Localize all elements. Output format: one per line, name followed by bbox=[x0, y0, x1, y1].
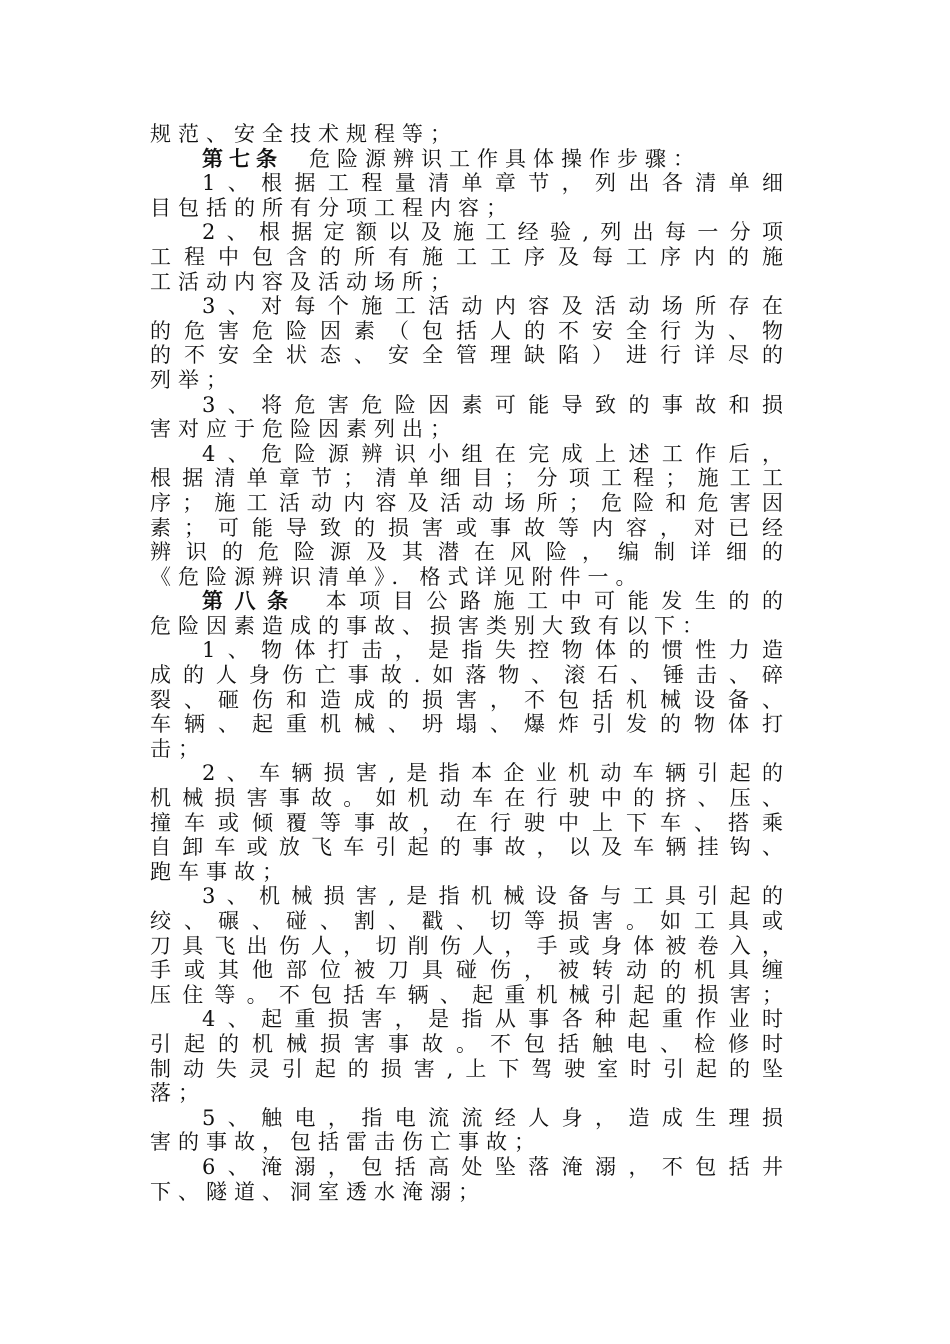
line-text: 规范、安全技术规程等； bbox=[150, 122, 458, 146]
line-text: 绞、碾、碰、割、戳、切等损害。如工具或 bbox=[150, 909, 790, 933]
line-text: 自卸车或放飞车引起的事故，以及车辆挂钩、 bbox=[150, 835, 790, 860]
text-line bbox=[150, 270, 790, 295]
text-line bbox=[150, 1130, 790, 1155]
line-text: 压住等。不包括车辆、起重机械引起的损害； bbox=[150, 982, 790, 1007]
line-text: 的危害危险因素（包括人的不安全行为、物 bbox=[150, 318, 790, 343]
text-line bbox=[150, 466, 790, 491]
line-text: 刀具飞出伤人，切削伤人，手或身体被卷入， bbox=[150, 933, 790, 958]
line-text: 的不安全状态、安全管理缺陷）进行详尽的 bbox=[150, 343, 790, 368]
text-line bbox=[150, 1032, 790, 1057]
text-line bbox=[150, 319, 790, 344]
text-line bbox=[150, 516, 790, 541]
text-line bbox=[150, 1155, 790, 1180]
article-heading-line bbox=[150, 147, 790, 172]
line-text: 引起的机械损害事故。不包括触电、检修时 bbox=[150, 1031, 790, 1056]
line-text: 危险因素造成的事故、损害类别大致有以下： bbox=[150, 613, 710, 638]
text-line bbox=[150, 343, 790, 368]
text-line bbox=[150, 393, 790, 418]
document-page bbox=[150, 122, 790, 1204]
line-text: 3、机械损害,是指机械设备与工具引起的 bbox=[202, 884, 790, 909]
line-text: 《危险源辨识清单》．格式详见附件一。 bbox=[150, 564, 644, 589]
text-line bbox=[150, 1081, 790, 1106]
line-text: 2、车辆损害,是指本企业机动车辆引起的 bbox=[202, 761, 790, 786]
article-number: 第八条 bbox=[202, 589, 300, 614]
line-text: 2、根据定额以及施工经验,列出每一分项 bbox=[202, 220, 790, 245]
text-line bbox=[150, 786, 790, 811]
text-line bbox=[150, 712, 790, 737]
line-text: 根据清单章节；清单细目；分项工程；施工工 bbox=[150, 466, 790, 491]
text-line bbox=[150, 934, 790, 959]
text-line bbox=[150, 1106, 790, 1131]
text-line bbox=[150, 884, 790, 909]
line-text: 5、触电，指电流流经人身，造成生理损 bbox=[202, 1105, 790, 1130]
line-text: 制动失灵引起的损害,上下驾驶室时引起的坠 bbox=[150, 1056, 790, 1081]
article-heading-line bbox=[150, 589, 790, 614]
text-line bbox=[150, 761, 790, 786]
text-line bbox=[150, 122, 790, 147]
text-line bbox=[150, 1007, 790, 1032]
text-line bbox=[150, 171, 790, 196]
article-number: 第七条 bbox=[202, 146, 283, 171]
line-text: 辨识的危险源及其潜在风险，编制详细的 bbox=[150, 540, 790, 565]
text-line bbox=[150, 540, 790, 565]
line-text: 6、淹溺，包括高处坠落淹溺，不包括井 bbox=[202, 1154, 790, 1179]
line-text: 3、对每个施工活动内容及活动场所存在 bbox=[202, 294, 790, 319]
text-line bbox=[150, 565, 790, 590]
line-text: 本项目公路施工中可能发生的的 bbox=[325, 589, 790, 614]
text-line bbox=[150, 417, 790, 442]
text-line bbox=[150, 958, 790, 983]
text-line bbox=[150, 737, 790, 762]
text-line bbox=[150, 983, 790, 1008]
text-line bbox=[150, 220, 790, 245]
line-text: 害对应于危险因素列出； bbox=[150, 417, 458, 442]
text-line bbox=[150, 442, 790, 467]
line-text: 落； bbox=[150, 1081, 206, 1106]
line-text: 目包括的所有分项工程内容； bbox=[150, 195, 514, 220]
text-line bbox=[150, 1057, 790, 1082]
line-text: 手或其他部位被刀具碰伤，被转动的机具缠 bbox=[150, 958, 790, 983]
line-text: 车辆、起重机械、坍塌、爆炸引发的物体打 bbox=[150, 712, 790, 737]
text-line bbox=[150, 614, 790, 639]
text-line bbox=[150, 688, 790, 713]
text-line bbox=[150, 638, 790, 663]
line-text: 4、起重损害，是指从事各种起重作业时 bbox=[202, 1007, 790, 1032]
line-text: 击； bbox=[150, 736, 206, 761]
text-line bbox=[150, 663, 790, 688]
text-line bbox=[150, 368, 790, 393]
line-text: 1、物体打击，是指失控物体的惯性力造 bbox=[202, 638, 790, 663]
text-line bbox=[150, 245, 790, 270]
line-text: 下、隧道、洞室透水淹溺； bbox=[150, 1179, 486, 1204]
text-line bbox=[150, 909, 790, 934]
line-text: 成的人身伤亡事故.如落物、滚石、锤击、碎 bbox=[150, 663, 790, 688]
line-text: 裂、砸伤和造成的损害，不包括机械设备、 bbox=[150, 687, 790, 712]
line-text: 害的事故，包括雷击伤亡事故； bbox=[150, 1130, 542, 1155]
text-line bbox=[150, 196, 790, 221]
line-text: 工程中包含的所有施工工序及每工序内的施 bbox=[150, 244, 790, 269]
line-text: 素；可能导致的损害或事故等内容，对已经 bbox=[150, 515, 790, 540]
line-text: 工活动内容及活动场所； bbox=[150, 269, 458, 294]
line-text: 4、危险源辨识小组在完成上述工作后， bbox=[202, 441, 790, 466]
text-line bbox=[150, 835, 790, 860]
text-line bbox=[150, 811, 790, 836]
line-text: 机械损害事故。如机动车在行驶中的挤、压、 bbox=[150, 786, 790, 811]
line-text: 列举； bbox=[150, 367, 234, 392]
line-text: 序；施工活动内容及活动场所；危险和危害因 bbox=[150, 490, 790, 515]
text-line bbox=[150, 860, 790, 885]
line-text: 1、根据工程量清单章节，列出各清单细 bbox=[202, 171, 790, 196]
line-text: 撞车或倾覆等事故，在行驶中上下车、搭乘 bbox=[150, 810, 790, 835]
text-line bbox=[150, 1180, 790, 1205]
text-line bbox=[150, 491, 790, 516]
line-text: 危险源辨识工作具体操作步骤： bbox=[309, 146, 701, 171]
line-text: 跑车事故； bbox=[150, 859, 290, 884]
line-text: 3、将危害危险因素可能导致的事故和损 bbox=[202, 392, 790, 417]
text-line bbox=[150, 294, 790, 319]
